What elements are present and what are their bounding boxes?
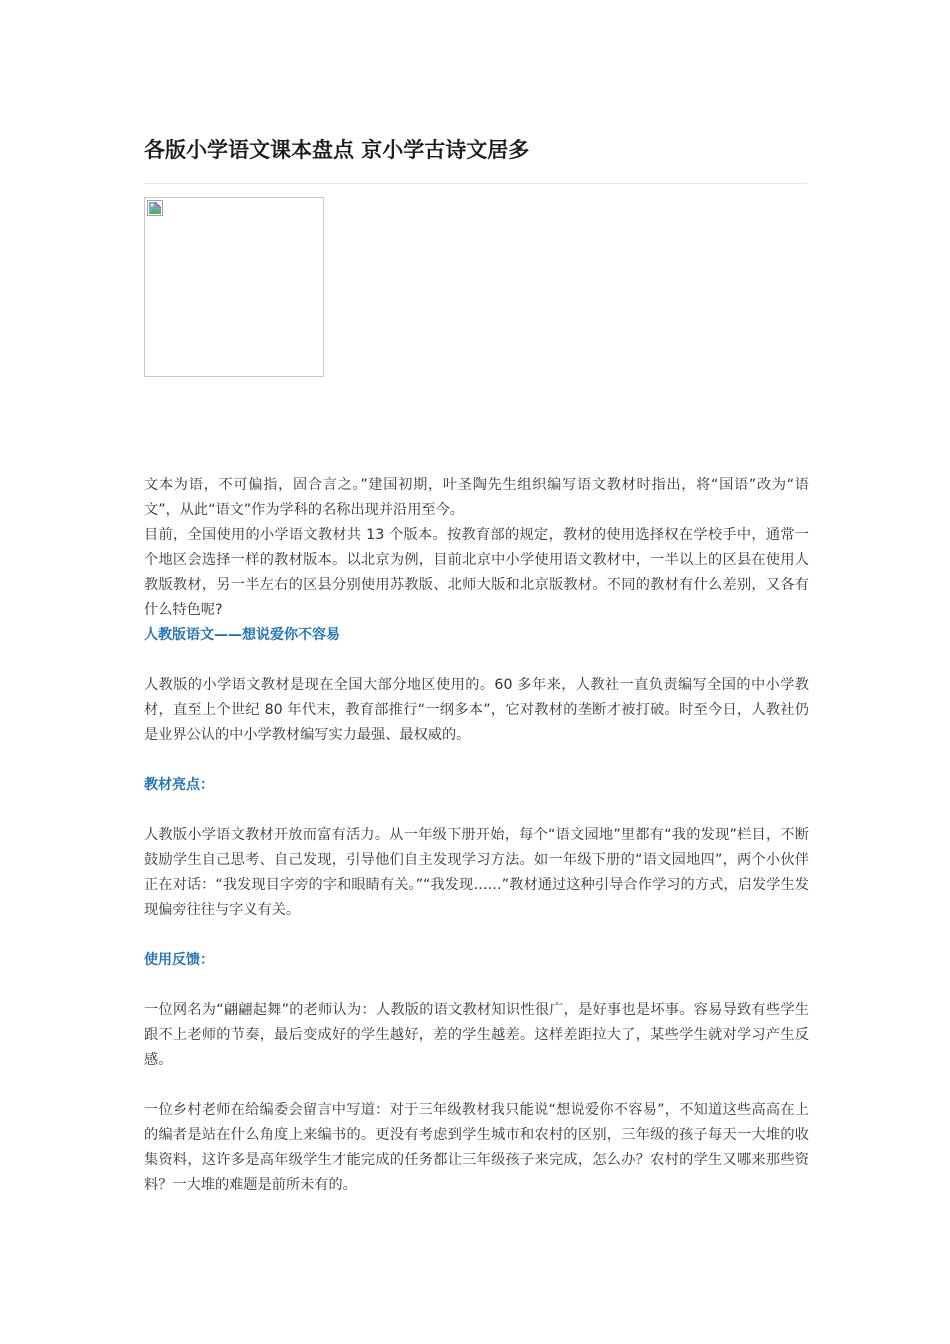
feedback-paragraph-2: 一位乡村老师在给编委会留言中写道：对于三年级教材我只能说“想说爱你不容易”，不知道这些高高在上的编者是站在什么角度上来编书的。更没有考虑到学生城市和农村的区别，三年级的孩子每天一大堆的收集资料，这许多是高年级学生才能完成的任务都让三年级孩子来完成，怎么办？农村的学生又哪来那些资料？一大堆的难题是前所未有的。 <box>144 1102 809 1193</box>
broken-image-icon <box>147 200 163 216</box>
page-title: 各版小学语文课本盘点 京小学古诗文居多 <box>144 138 530 162</box>
section-heading-renjiao: 人教版语文——想说爱你不容易 <box>144 627 340 643</box>
spacer <box>144 748 809 773</box>
intro-paragraph-1: 文本为语，不可偏指，固合言之。”建国初期，叶圣陶先生组织编写语文教材时指出，将“国语”改为“语文”，从此“语文”作为学科的名称出现并沿用至今。 <box>144 477 809 518</box>
highlights-heading: 教材亮点： <box>144 777 214 793</box>
spacer <box>144 1073 809 1098</box>
spacer <box>144 798 809 823</box>
intro-paragraph-2: 目前，全国使用的小学语文教材共 13 个版本。按教育部的规定，教材的使用选择权在学校手中，通常一个地区会选择一样的教材版本。以北京为例，目前北京中小学使用语文教材中，一半以上的区县在使用人教版教材，另一半左右的区县分别使用苏教版、北师大版和北京版教材。不同的教材有什么差别，又各有什么特色呢? <box>144 527 809 618</box>
article-body <box>144 473 809 1198</box>
spacer <box>144 648 809 673</box>
title-divider <box>144 183 807 184</box>
feedback-heading: 使用反馈： <box>144 952 214 968</box>
spacer <box>144 923 809 948</box>
article-image-placeholder <box>144 197 324 377</box>
renjiao-paragraph: 人教版的小学语文教材是现在全国大部分地区使用的。60 多年来，人教社一直负责编写全国的中小学教材，直至上个世纪 80 年代末，教育部推行“一纲多本”，它对教材的垄断才被打破。时至今日，人教社仍是业界公认的中小学教材编写实力最强、最权威的。 <box>144 677 809 743</box>
feedback-paragraph-1: 一位网名为“翩翩起舞”的老师认为：人教版的语文教材知识性很广，是好事也是坏事。容易导致有些学生跟不上老师的节奏，最后变成好的学生越好，差的学生越差。这样差距拉大了，某些学生就对学习产生反感。 <box>144 1002 809 1068</box>
spacer <box>144 973 809 998</box>
highlights-paragraph: 人教版小学语文教材开放而富有活力。从一年级下册开始，每个“语文园地”里都有“我的发现”栏目，不断鼓励学生自己思考、自己发现，引导他们自主发现学习方法。如一年级下册的“语文园地四”，两个小伙伴正在对话：“我发现目字旁的字和眼睛有关。”“我发现……”教材通过这种引导合作学习的方式，启发学生发现偏旁往往与字义有关。 <box>144 827 809 918</box>
